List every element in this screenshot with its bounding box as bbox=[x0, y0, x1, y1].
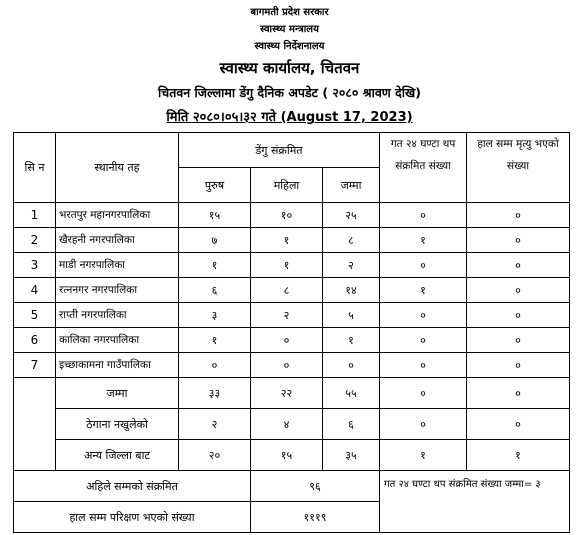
unknown-new24: ० bbox=[380, 409, 467, 440]
cell-name: खैरहनी नगरपालिका bbox=[56, 228, 179, 253]
other-total: ३५ bbox=[323, 440, 380, 471]
cell-female: ० bbox=[251, 328, 323, 353]
table-row bbox=[14, 328, 570, 353]
table-row bbox=[14, 228, 570, 253]
cell-new24: ० bbox=[380, 253, 467, 278]
cell-total: १ bbox=[323, 328, 380, 353]
col-female: महिला bbox=[251, 168, 323, 203]
blank-cell bbox=[14, 378, 56, 409]
other-male: २० bbox=[179, 440, 251, 471]
cell-female: २ bbox=[251, 303, 323, 328]
cell-female: ८ bbox=[251, 278, 323, 303]
footer-infected-row bbox=[14, 471, 570, 502]
col-male: पुरुष bbox=[179, 168, 251, 203]
cell-death: ० bbox=[467, 328, 570, 353]
sum-male: ३३ bbox=[179, 378, 251, 409]
cell-sn: 5 bbox=[14, 303, 56, 328]
report-subtitle: चितवन जिल्लामा डेंगु दैनिक अपडेट ( २०८० श्रावण देखि) bbox=[158, 85, 421, 100]
cell-female: १ bbox=[251, 253, 323, 278]
report-date: मिति २०८०।०५।३२ गते (August 17, 2023) bbox=[166, 110, 413, 125]
cell-name: इच्छाकामना गाउँपालिका bbox=[56, 353, 179, 378]
office-title: स्वास्थ्य कार्यालय, चितवन bbox=[219, 59, 360, 77]
cell-male: १ bbox=[179, 328, 251, 353]
table-row bbox=[14, 353, 570, 378]
unknown-male: २ bbox=[179, 409, 251, 440]
cell-death: ० bbox=[467, 228, 570, 253]
blank-cell bbox=[14, 440, 56, 471]
infected-label: अहिले सम्मको संक्रमित bbox=[14, 471, 251, 502]
cell-new24: १ bbox=[380, 228, 467, 253]
unknown-address-row bbox=[14, 409, 570, 440]
cell-name: रत्ननगर नगरपालिका bbox=[56, 278, 179, 303]
cell-male: ३ bbox=[179, 303, 251, 328]
table-row bbox=[14, 303, 570, 328]
unknown-female: ४ bbox=[251, 409, 323, 440]
dengue-table bbox=[13, 132, 570, 533]
cell-sn: 2 bbox=[14, 228, 56, 253]
cell-death: ० bbox=[467, 303, 570, 328]
sum-death: ० bbox=[467, 378, 570, 409]
table-row bbox=[14, 203, 570, 228]
cell-male: ६ bbox=[179, 278, 251, 303]
cell-sn: 3 bbox=[14, 253, 56, 278]
cell-death: ० bbox=[467, 278, 570, 303]
sum-female: २२ bbox=[251, 378, 323, 409]
col-sn: सि न bbox=[14, 133, 56, 203]
cell-male: ० bbox=[179, 353, 251, 378]
cell-new24: ० bbox=[380, 303, 467, 328]
other-new24: १ bbox=[380, 440, 467, 471]
cell-male: ७ bbox=[179, 228, 251, 253]
cell-female: १ bbox=[251, 228, 323, 253]
table-row bbox=[14, 253, 570, 278]
cell-female: ० bbox=[251, 353, 323, 378]
tested-label: हाल सम्म परिक्षण भएको संख्या bbox=[14, 502, 251, 533]
sum-label: जम्मा bbox=[56, 378, 179, 409]
cell-total: ८ bbox=[323, 228, 380, 253]
unknown-death: ० bbox=[467, 409, 570, 440]
header-row bbox=[14, 133, 570, 168]
cell-new24: ० bbox=[380, 328, 467, 353]
infected-value: ९६ bbox=[251, 471, 380, 502]
cell-male: १५ bbox=[179, 203, 251, 228]
sum-row bbox=[14, 378, 570, 409]
col-dengue-infected: डेंगु संक्रमित bbox=[179, 133, 380, 168]
other-label: अन्य जिल्ला बाट bbox=[56, 440, 179, 471]
other-death: १ bbox=[467, 440, 570, 471]
col-total: जम्मा bbox=[323, 168, 380, 203]
cell-sn: 6 bbox=[14, 328, 56, 353]
col-deaths: हाल सम्म मृत्यु भएको संख्या bbox=[467, 133, 570, 203]
cell-female: १० bbox=[251, 203, 323, 228]
cell-name: राप्ती नगरपालिका bbox=[56, 303, 179, 328]
header-province: बागमती प्रदेश सरकार bbox=[250, 7, 329, 18]
other-female: १५ bbox=[251, 440, 323, 471]
cell-male: १ bbox=[179, 253, 251, 278]
cell-sn: 7 bbox=[14, 353, 56, 378]
cell-death: ० bbox=[467, 203, 570, 228]
unknown-total: ६ bbox=[323, 409, 380, 440]
new24-total-note: गत २४ घण्टा थप संक्रमित संख्या जम्मा= ३ bbox=[380, 471, 570, 533]
cell-total: ० bbox=[323, 353, 380, 378]
cell-death: ० bbox=[467, 253, 570, 278]
cell-total: ५ bbox=[323, 303, 380, 328]
header-ministry: स्वास्थ्य मन्त्रालय bbox=[260, 24, 319, 35]
cell-new24: १ bbox=[380, 278, 467, 303]
cell-total: २ bbox=[323, 253, 380, 278]
unknown-label: ठेगाना नखुलेको bbox=[56, 409, 179, 440]
blank-cell bbox=[14, 409, 56, 440]
cell-sn: 4 bbox=[14, 278, 56, 303]
cell-new24: ० bbox=[380, 353, 467, 378]
cell-new24: ० bbox=[380, 203, 467, 228]
cell-name: कालिका नगरपालिका bbox=[56, 328, 179, 353]
tested-value: १११९ bbox=[251, 502, 380, 533]
cell-name: भरतपुर महानगरपालिका bbox=[56, 203, 179, 228]
cell-total: १४ bbox=[323, 278, 380, 303]
cell-sn: 1 bbox=[14, 203, 56, 228]
sum-new24: ० bbox=[380, 378, 467, 409]
cell-total: २५ bbox=[323, 203, 380, 228]
col-new-24h: गत २४ घण्टा थप संक्रमित संख्या bbox=[380, 133, 467, 203]
sum-total: ५५ bbox=[323, 378, 380, 409]
header-directorate: स्वास्थ्य निर्देशनालय bbox=[254, 41, 325, 52]
cell-name: माडी नगरपालिका bbox=[56, 253, 179, 278]
col-local-level: स्थानीय तह bbox=[56, 133, 179, 203]
table-row bbox=[14, 278, 570, 303]
other-district-row bbox=[14, 440, 570, 471]
cell-death: ० bbox=[467, 353, 570, 378]
